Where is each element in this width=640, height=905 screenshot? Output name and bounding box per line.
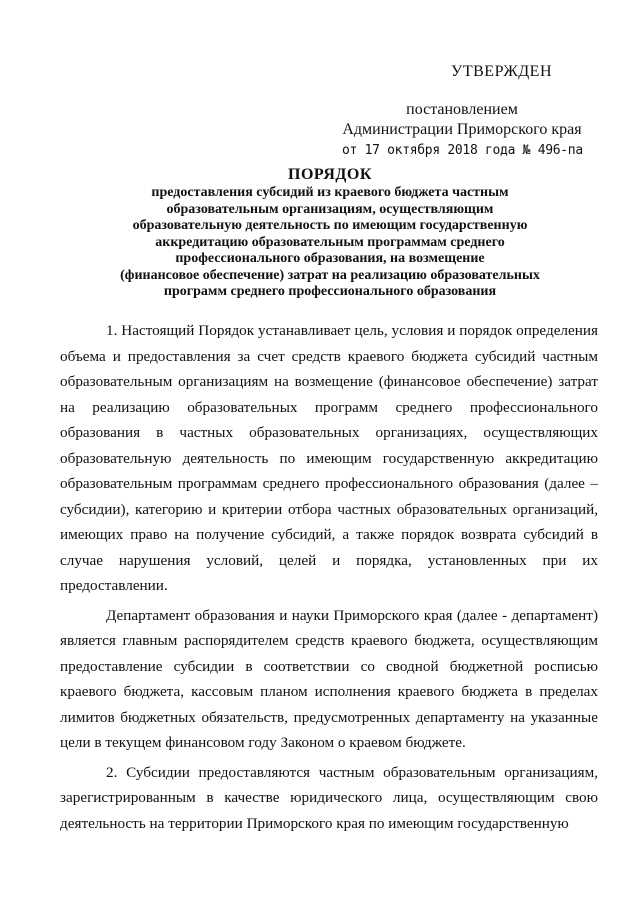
body-paragraph-1: 1. Настоящий Порядок устанавливает цель, условия и порядок определения объема и предоставления за счет средств краевого бюджета субсидий частным образовательным организациям на возмещение (финансовое обеспечение) затрат на реализацию образовательных программ среднего профессионального образования в частных образовательных организациях, осуществляющих образовательную деятельность по имеющим государственную аккредитацию образовательным программам среднего профессионального образования (далее – субсидии), категорию и критерии отбора частных образовательных организаций, имеющих право на получение субсидий, а также порядок возврата субсидий в случае нарушения условий, целей и порядка, установленных при их предоставлении.	[60, 322, 598, 594]
document-subtitle-line: (финансовое обеспечение) затрат на реализацию образовательных	[120, 267, 540, 283]
approval-line-date-number: от 17 октября 2018 года № 496-па	[342, 143, 583, 158]
document-heading	[60, 165, 600, 301]
document-subtitle-line: аккредитацию образовательным программам среднего	[155, 234, 505, 250]
approval-block	[342, 62, 582, 161]
approval-word: УТВЕРЖДЕН	[451, 63, 552, 80]
document-title: ПОРЯДОК	[288, 166, 372, 183]
body-paragraph-2: Департамент образования и науки Приморского края (далее - департамент) является главным распорядителем средств краевого бюджета, осуществляющим предоставление субсидии в соответствии со сводной бюджетной росписью краевого бюджета, кассовым планом исполнения краевого бюджета в пределах лимитов бюджетных обязательств, предусмотренных департаменту на указанные цели в текущем финансовом году Законом о краевом бюджете.	[60, 606, 598, 751]
document-subtitle-line: предоставления субсидий из краевого бюджета частным	[151, 185, 509, 200]
body-paragraph-3: 2. Субсидии предоставляются частным образовательным организациям, зарегистрированным в качестве юридического лица, осуществляющим свою деятельность на территории Приморского края по имеющим государственную	[60, 763, 598, 832]
document-subtitle-line: программ среднего профессионального образования	[163, 284, 497, 299]
document-subtitle-line: образовательным организациям, осуществляющим	[166, 201, 494, 217]
approval-line-resolution: постановлением	[406, 101, 518, 118]
document-subtitle-line: образовательную деятельность по имеющим государственную	[132, 218, 528, 233]
document-subtitle-line: профессионального образования, на возмещение	[175, 251, 485, 266]
document-body	[60, 318, 598, 836]
approval-line-administration: Администрации Приморского края	[342, 121, 582, 138]
